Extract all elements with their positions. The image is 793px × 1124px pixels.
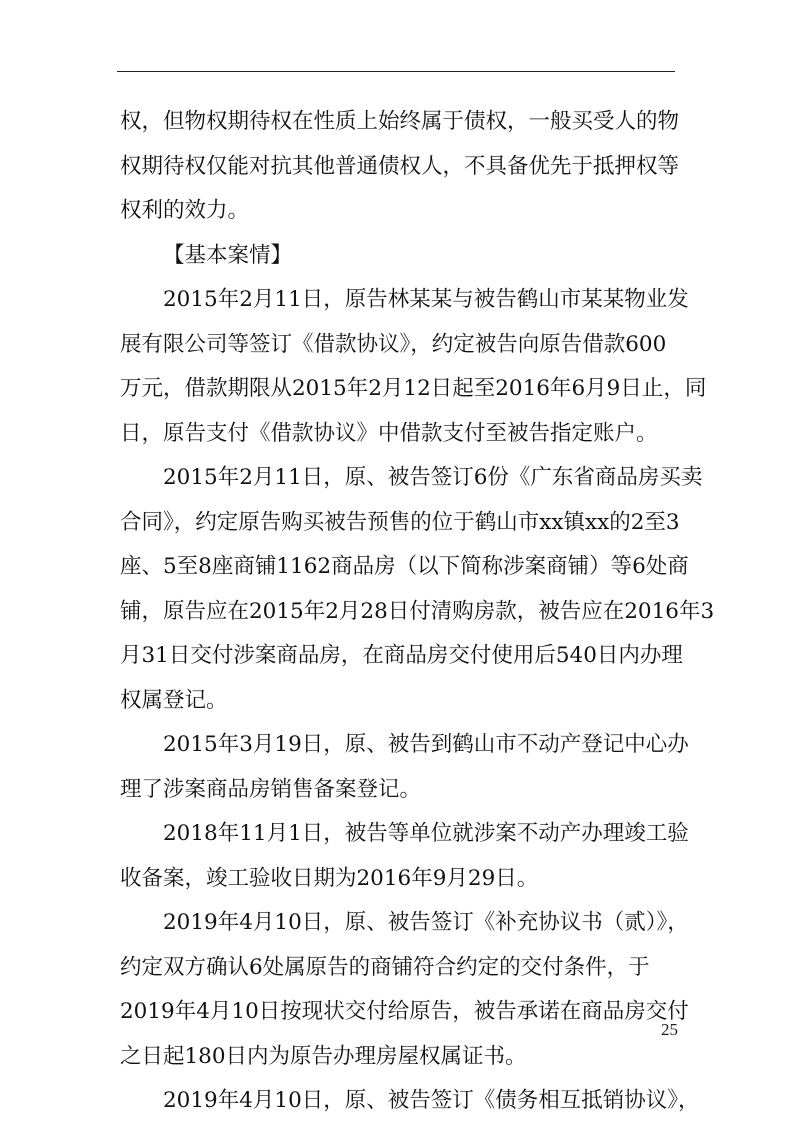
text-line: 之日起180日内为原告办理房屋权属证书。 xyxy=(120,1043,527,1069)
text-line: 权，但物权期待权在性质上始终属于债权，一般买受人的物 xyxy=(120,109,680,134)
text-line: 万元，借款期限从2015年2月12日起至2016年6月9日止，同 xyxy=(120,376,707,401)
text-line: 日，原告支付《借款协议》中借款支付至被告指定账户。 xyxy=(120,420,658,446)
text-line: 权利的效力。 xyxy=(120,198,250,223)
text-line: 理了涉案商品房销售备案登记。 xyxy=(120,776,422,802)
text-line: 2019年4月10日按现状交付给原告，被告承诺在商品房交付 xyxy=(120,999,689,1024)
text-line: 2015年2月11日，原、被告签订6份《广东省商品房买卖 xyxy=(163,465,703,490)
text-line: 合同》，约定原告购买被告预售的位于鹤山市xx镇xx的2至3 xyxy=(120,509,680,535)
text-line: 权期待权仅能对抗其他普通债权人，不具备优先于抵押权等 xyxy=(120,153,680,179)
text-line: 约定双方确认6处属原告的商铺符合约定的交付条件，于 xyxy=(120,954,650,980)
text-line: 展有限公司等签订《借款协议》，约定被告向原告借款600 xyxy=(120,331,667,357)
text-line: 铺，原告应在2015年2月28日付清购房款，被告应在2016年3 xyxy=(120,598,715,624)
text-line: 权属登记。 xyxy=(120,687,228,713)
text-line: 2018年11月1日，被告等单位就涉案不动产办理竣工验 xyxy=(163,821,689,846)
text-line: 座、5至8座商铺1162商品房（以下简称涉案商铺）等6处商 xyxy=(120,554,689,579)
section-heading: 【基本案情】 xyxy=(163,242,293,268)
text-line: 2015年3月19日，原、被告到鹤山市不动产登记中心办 xyxy=(163,732,689,757)
text-line: 2019年4月10日，原、被告签订《债务相互抵销协议》， xyxy=(163,1088,700,1113)
text-line: 2019年4月10日，原、被告签订《补充协议书（贰）》， xyxy=(163,910,689,935)
text-line: 收备案，竣工验收日期为2016年9月29日。 xyxy=(120,865,539,891)
header-rule xyxy=(117,71,675,72)
page-number: 25 xyxy=(661,1020,678,1039)
text-line: 月31日交付涉案商品房，在商品房交付使用后540日内办理 xyxy=(120,643,683,668)
text-line: 2015年2月11日，原告林某某与被告鹤山市某某物业发 xyxy=(163,287,689,312)
body-text xyxy=(120,100,715,1124)
